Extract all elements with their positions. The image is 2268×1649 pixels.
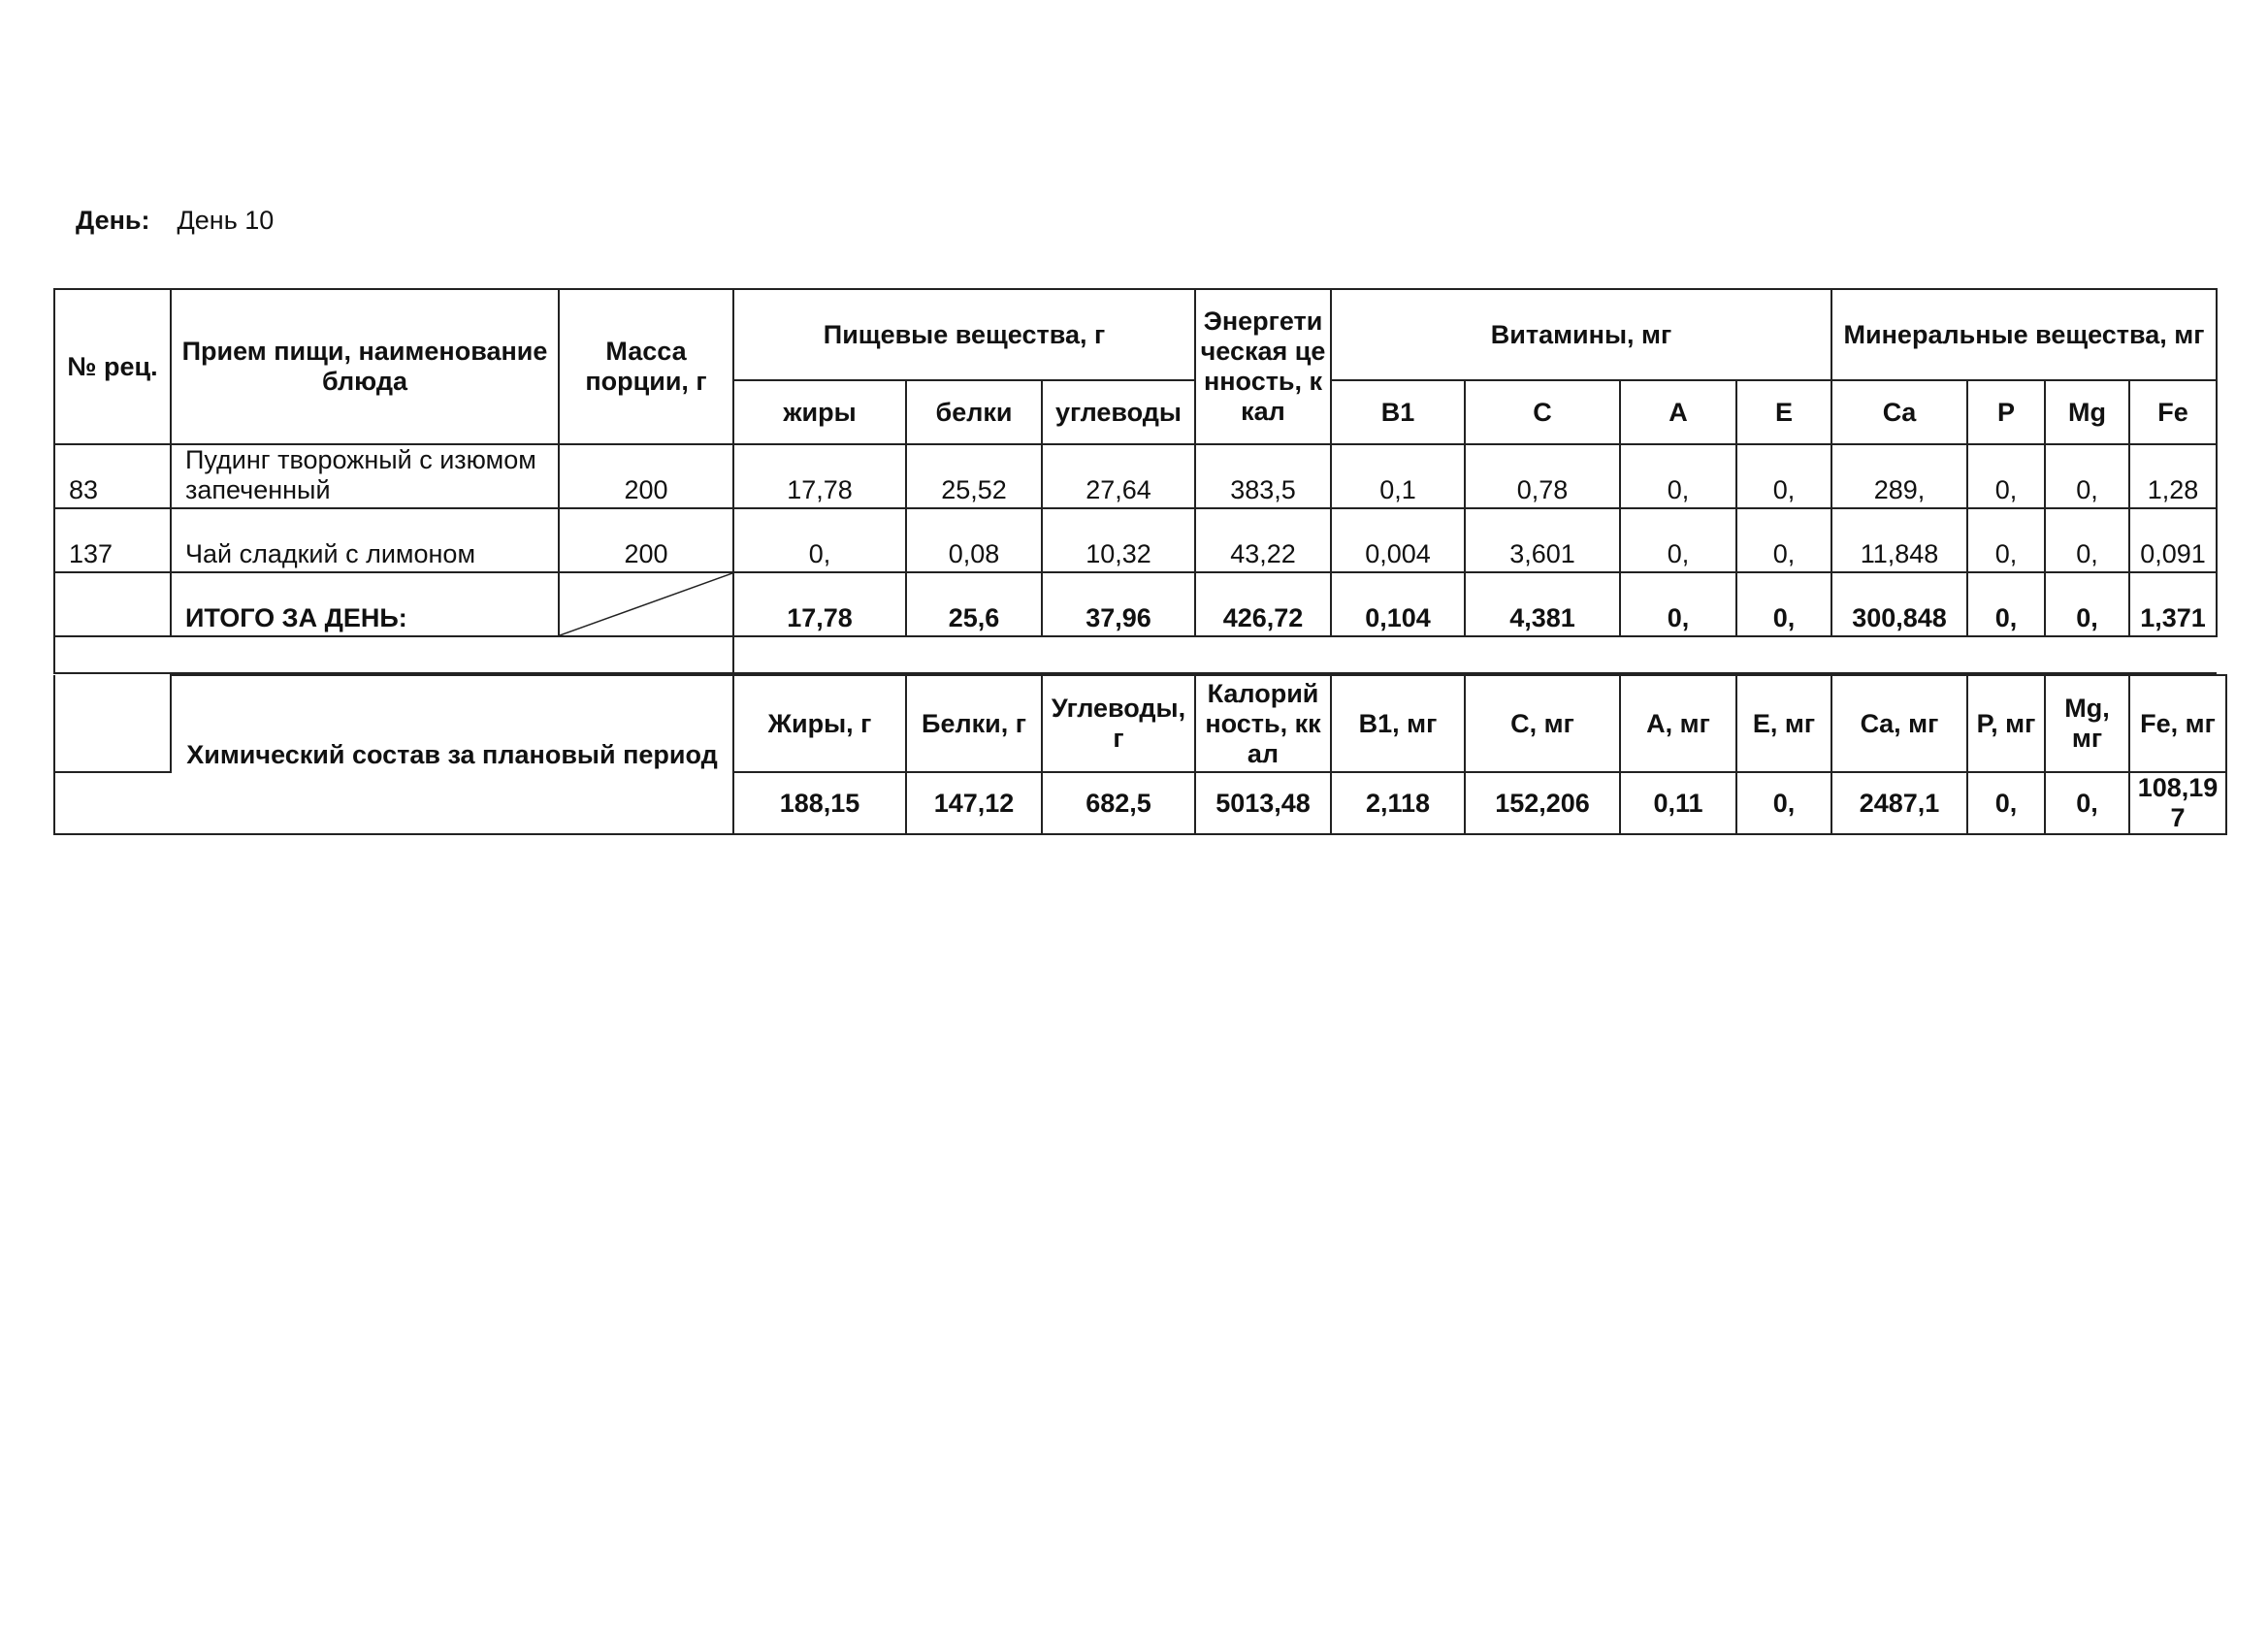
cell-empty — [54, 572, 171, 636]
cell-p: 0, — [1967, 508, 2045, 572]
total-carbs: 37,96 — [1042, 572, 1195, 636]
header-b1: B1 — [1331, 380, 1465, 444]
cell-mg: 0, — [2045, 508, 2129, 572]
total-b1: 0,104 — [1331, 572, 1465, 636]
chem-cal: 5013,48 — [1195, 772, 1331, 834]
chem-header-fat: Жиры, г — [733, 675, 906, 772]
cell-energy: 43,22 — [1195, 508, 1331, 572]
cell-a: 0, — [1620, 508, 1736, 572]
cell-name: Пудинг творожный с изюмом запеченный — [171, 444, 559, 508]
chem-fe: 108,197 — [2129, 772, 2226, 834]
chem-header-carbs: Углеводы, г — [1042, 675, 1195, 772]
cell-protein: 0,08 — [906, 508, 1042, 572]
cell-a: 0, — [1620, 444, 1736, 508]
chem-fat: 188,15 — [733, 772, 906, 834]
cell-e: 0, — [1736, 444, 1831, 508]
menu-table — [53, 288, 2218, 674]
table-row — [54, 508, 2217, 572]
header-carbs: углеводы — [1042, 380, 1195, 444]
table-row — [54, 444, 2217, 508]
total-fe: 1,371 — [2129, 572, 2217, 636]
cell-rec: 83 — [54, 444, 171, 508]
total-label: ИТОГО ЗА ДЕНЬ: — [171, 572, 559, 636]
chem-header-c: C, мг — [1465, 675, 1620, 772]
cell-c: 0,78 — [1465, 444, 1620, 508]
total-fat: 17,78 — [733, 572, 906, 636]
chem-header-e: E, мг — [1736, 675, 1831, 772]
chem-header-fe: Fe, мг — [2129, 675, 2226, 772]
cell-b1: 0,1 — [1331, 444, 1465, 508]
cell-fe: 0,091 — [2129, 508, 2217, 572]
day-line — [76, 206, 274, 236]
header-fat: жиры — [733, 380, 906, 444]
total-row — [54, 572, 2217, 636]
total-protein: 25,6 — [906, 572, 1042, 636]
header-vitamins: Витамины, мг — [1331, 289, 1831, 380]
cell-b1: 0,004 — [1331, 508, 1465, 572]
chem-a: 0,11 — [1620, 772, 1736, 834]
cell-fat: 0, — [733, 508, 906, 572]
chem-empty — [54, 772, 171, 834]
cell-energy: 383,5 — [1195, 444, 1331, 508]
cell-e: 0, — [1736, 508, 1831, 572]
header-p: P — [1967, 380, 2045, 444]
cell-carbs: 27,64 — [1042, 444, 1195, 508]
day-label: День: — [76, 206, 150, 235]
total-c: 4,381 — [1465, 572, 1620, 636]
header-a: A — [1620, 380, 1736, 444]
header-c: C — [1465, 380, 1620, 444]
total-a: 0, — [1620, 572, 1736, 636]
day-value: День 10 — [177, 206, 275, 235]
chem-corner — [54, 675, 171, 772]
chem-header-cal: Калорийность, ккал — [1195, 675, 1331, 772]
chem-header-ca: Ca, мг — [1831, 675, 1967, 772]
spacer-right — [733, 636, 2217, 673]
header-protein: белки — [906, 380, 1042, 444]
chem-carbs: 682,5 — [1042, 772, 1195, 834]
spacer-left — [54, 636, 733, 673]
chem-header-p: P, мг — [1967, 675, 2045, 772]
chem-title: Химический состав за плановый период — [171, 675, 733, 834]
total-mg: 0, — [2045, 572, 2129, 636]
cell-ca: 11,848 — [1831, 508, 1967, 572]
cell-c: 3,601 — [1465, 508, 1620, 572]
header-nutrients: Пищевые вещества, г — [733, 289, 1195, 380]
cell-ca: 289, — [1831, 444, 1967, 508]
cell-carbs: 10,32 — [1042, 508, 1195, 572]
chem-c: 152,206 — [1465, 772, 1620, 834]
header-mass: Масса порции, г — [559, 289, 733, 444]
total-ca: 300,848 — [1831, 572, 1967, 636]
chem-header-protein: Белки, г — [906, 675, 1042, 772]
header-energy: Энергетическая ценность, ккал — [1195, 289, 1331, 444]
chem-table — [53, 674, 2227, 835]
cell-rec: 137 — [54, 508, 171, 572]
chem-header-b1: B1, мг — [1331, 675, 1465, 772]
cell-fe: 1,28 — [2129, 444, 2217, 508]
total-e: 0, — [1736, 572, 1831, 636]
cell-mass: 200 — [559, 508, 733, 572]
header-mg: Mg — [2045, 380, 2129, 444]
spacer-row — [54, 636, 2217, 673]
chem-ca: 2487,1 — [1831, 772, 1967, 834]
header-minerals: Минеральные вещества, мг — [1831, 289, 2217, 380]
cell-name: Чай сладкий с лимоном — [171, 508, 559, 572]
chem-header-mg: Mg, мг — [2045, 675, 2129, 772]
header-fe: Fe — [2129, 380, 2217, 444]
chem-e: 0, — [1736, 772, 1831, 834]
header-ca: Ca — [1831, 380, 1967, 444]
header-e: E — [1736, 380, 1831, 444]
diagonal-cell — [559, 572, 733, 636]
chem-b1: 2,118 — [1331, 772, 1465, 834]
chem-header-a: A, мг — [1620, 675, 1736, 772]
total-energy: 426,72 — [1195, 572, 1331, 636]
chem-protein: 147,12 — [906, 772, 1042, 834]
cell-fat: 17,78 — [733, 444, 906, 508]
cell-mg: 0, — [2045, 444, 2129, 508]
total-p: 0, — [1967, 572, 2045, 636]
cell-p: 0, — [1967, 444, 2045, 508]
header-meal: Прием пищи, наименование блюда — [171, 289, 559, 444]
chem-p: 0, — [1967, 772, 2045, 834]
cell-protein: 25,52 — [906, 444, 1042, 508]
cell-mass: 200 — [559, 444, 733, 508]
header-rec-no: № рец. — [54, 289, 171, 444]
diagonal-line — [560, 573, 732, 635]
chem-mg: 0, — [2045, 772, 2129, 834]
